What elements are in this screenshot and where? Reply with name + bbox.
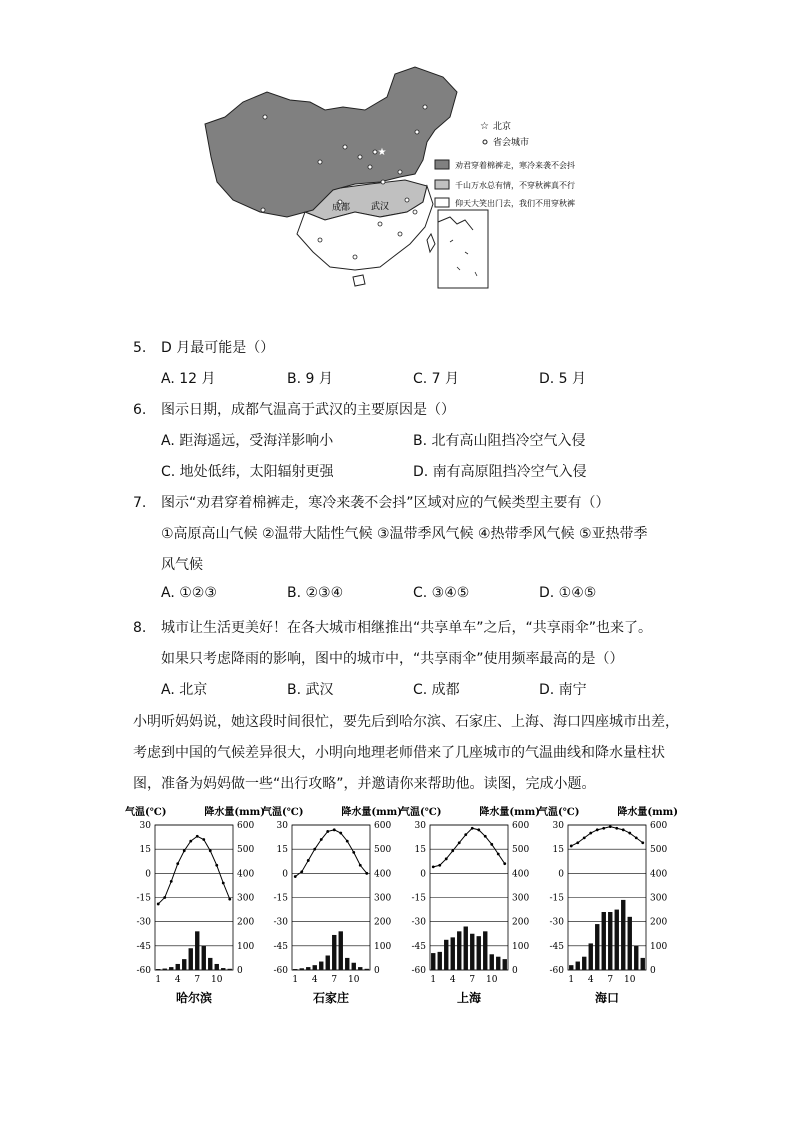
precipitation-bar (641, 958, 645, 970)
tick-label-precipitation: 500 (237, 845, 255, 856)
temperature-point (359, 864, 362, 867)
q7-option-b[interactable]: B. ②③④ (287, 585, 344, 601)
precipitation-bar (300, 968, 304, 970)
q5-option-d[interactable]: D. 5 月 (539, 371, 587, 387)
tick-label-month: 4 (174, 975, 181, 985)
city-label-wuhan: 武汉 (371, 202, 390, 212)
tick-label-precipitation: 200 (237, 917, 255, 928)
passage-line-3: 图，准备为妈妈做一些“出行攻略”，并邀请你来帮助他。读图，完成小题。 (133, 776, 596, 792)
temperature-point (326, 830, 329, 833)
tick-label-temperature: -30 (273, 917, 288, 928)
tick-label-precipitation: 500 (650, 845, 668, 856)
tick-label-temperature: -60 (136, 966, 151, 976)
tick-label-month: 7 (331, 975, 338, 985)
precipitation-bar (215, 964, 219, 970)
map-island-taiwan (427, 234, 435, 252)
tick-label-month: 10 (624, 975, 636, 985)
china-climate-map (195, 62, 595, 297)
precipitation-bar (457, 931, 461, 970)
precipitation-bar (451, 937, 455, 970)
precipitation-bar (444, 940, 448, 970)
q6-option-b[interactable]: B. 北有高山阻挡冷空气入侵 (413, 433, 586, 449)
tick-label-precipitation: 100 (237, 941, 255, 952)
precipitation-bar (490, 954, 494, 970)
precipitation-bar (628, 917, 632, 970)
q7-option-c[interactable]: C. ③④⑤ (413, 585, 470, 601)
precipitation-bar (176, 964, 180, 970)
chart-title: 石家庄 (312, 991, 350, 1005)
tick-label-precipitation: 100 (650, 941, 668, 952)
precipitation-bar (634, 946, 638, 970)
climate-chart-harbin (125, 805, 265, 1010)
tick-label-temperature: 0 (420, 869, 426, 880)
tick-label-precipitation: 200 (374, 917, 392, 928)
temperature-point (313, 848, 316, 851)
y-axis-label-precipitation: 降水量(mm) (617, 807, 678, 818)
question-number: 8. (133, 620, 147, 636)
precipitation-bar (163, 969, 167, 970)
precipitation-bar (608, 912, 612, 970)
y-axis-label-precipitation: 降水量(mm) (341, 807, 402, 818)
precipitation-bar (169, 967, 173, 970)
temperature-point (464, 833, 467, 836)
tick-label-precipitation: 300 (650, 893, 668, 904)
tick-label-month: 1 (568, 975, 575, 985)
precipitation-bar (326, 956, 330, 971)
y-axis-label-temperature: 气温(℃) (262, 807, 304, 818)
temperature-point (609, 825, 612, 828)
south-china-sea-inset (438, 210, 488, 288)
temperature-point (583, 836, 586, 839)
temperature-line (295, 830, 367, 877)
question-number: 7. (133, 495, 147, 511)
temperature-point (320, 838, 323, 841)
question-6 (133, 399, 455, 419)
tick-label-month: 4 (449, 975, 456, 985)
tick-label-precipitation: 400 (374, 869, 392, 880)
tick-label-precipitation: 500 (374, 845, 392, 856)
temperature-point (570, 845, 573, 848)
precipitation-bar (589, 943, 593, 970)
question-5 (133, 337, 274, 357)
temperature-point (477, 828, 480, 831)
temperature-point (615, 827, 618, 830)
tick-label-precipitation: 0 (237, 966, 243, 976)
tick-label-temperature: 30 (552, 821, 564, 831)
legend-swatch-dark (435, 160, 449, 169)
precipitation-bar (464, 927, 468, 971)
tick-label-month: 1 (292, 975, 299, 985)
q8-stem-line2: 如果只考虑降雨的影响，图中的城市中，“共享雨伞”使用频率最高的是（） (161, 651, 624, 667)
tick-label-precipitation: 200 (512, 917, 530, 928)
temperature-point (365, 872, 368, 875)
precipitation-bar (595, 924, 599, 970)
temperature-point (445, 857, 448, 860)
legend-label-white: 仰天大笑出门去，我们不用穿秋裤 (455, 199, 575, 208)
temperature-point (635, 836, 638, 839)
legend-label-light: 千山万水总有情，不穿秋裤真不行 (455, 181, 575, 190)
chart-title: 哈尔滨 (175, 991, 213, 1005)
question-number: 6. (133, 402, 147, 418)
tick-label-temperature: -45 (411, 941, 426, 952)
temperature-point (300, 870, 303, 873)
tick-label-precipitation: 0 (374, 966, 380, 976)
tick-label-temperature: -15 (136, 893, 151, 904)
q7-statement-line1: ①高原高山气候 ②温带大陆性气候 ③温带季风气候 ④热带季风气候 ⑤亚热带季 (161, 526, 648, 542)
q8-option-a[interactable]: A. 北京 (161, 682, 208, 698)
tick-label-precipitation: 100 (374, 941, 392, 952)
question-number: 5. (133, 340, 147, 356)
legend-circle-icon (483, 140, 487, 144)
precipitation-bar (576, 962, 580, 970)
temperature-point (163, 896, 166, 899)
temperature-point (490, 843, 493, 846)
tick-label-temperature: 30 (414, 821, 426, 831)
precipitation-bar (483, 931, 487, 970)
tick-label-precipitation: 600 (374, 821, 392, 831)
precipitation-bar (615, 910, 619, 970)
legend-swatch-light (435, 180, 449, 189)
tick-label-precipitation: 300 (512, 893, 530, 904)
question-7 (133, 492, 610, 512)
climate-chart-haikou (538, 805, 678, 1010)
q5-option-a[interactable]: A. 12 月 (161, 371, 216, 387)
precipitation-bar (313, 965, 317, 970)
temperature-point (471, 827, 474, 830)
precipitation-bar (496, 957, 500, 970)
temperature-point (202, 838, 205, 841)
tick-label-temperature: 0 (282, 869, 288, 880)
temperature-point (170, 880, 173, 883)
map-island-hainan (353, 275, 365, 286)
precipitation-bar (182, 959, 186, 970)
temperature-point (628, 832, 631, 835)
precipitation-bar (431, 953, 435, 970)
tick-label-month: 10 (348, 975, 360, 985)
precipitation-bar (358, 967, 362, 970)
tick-label-temperature: 15 (139, 845, 151, 856)
tick-label-precipitation: 400 (237, 869, 255, 880)
temperature-point (497, 853, 500, 856)
temperature-point (602, 827, 605, 830)
tick-label-temperature: -30 (549, 917, 564, 928)
question-8 (133, 617, 652, 637)
tick-label-month: 7 (469, 975, 476, 985)
question-stem: D 月最可能是（） (161, 340, 275, 356)
temperature-point (157, 903, 160, 906)
q6-option-a[interactable]: A. 距海遥远，受海洋影响小 (161, 433, 334, 449)
tick-label-temperature: -45 (549, 941, 564, 952)
precipitation-bar (352, 963, 356, 970)
temperature-point (589, 832, 592, 835)
passage-line-2: 考虑到中国的气候差异很大，小明向地理老师借来了几座城市的气温曲线和降水量柱状 (133, 745, 665, 761)
temperature-point (222, 882, 225, 885)
q6-option-c[interactable]: C. 地处低纬，太阳辐射更强 (161, 464, 334, 480)
tick-label-month: 4 (311, 975, 318, 985)
precipitation-bar (582, 957, 586, 970)
precipitation-bar (221, 968, 225, 970)
temperature-point (352, 851, 355, 854)
precipitation-bar (621, 900, 625, 970)
y-axis-label-temperature: 气温(℃) (538, 807, 580, 818)
tick-label-month: 7 (607, 975, 614, 985)
tick-label-temperature: -30 (411, 917, 426, 928)
temperature-point (576, 841, 579, 844)
precipitation-bar (602, 912, 606, 970)
temperature-line (433, 828, 505, 867)
tick-label-precipitation: 200 (650, 917, 668, 928)
precipitation-bar (345, 958, 349, 970)
precipitation-bar (156, 969, 160, 970)
q5-option-c[interactable]: C. 7 月 (413, 371, 460, 387)
temperature-point (183, 849, 186, 852)
legend-label-beijing: 北京 (493, 122, 512, 132)
tick-label-precipitation: 400 (512, 869, 530, 880)
temperature-point (438, 864, 441, 867)
precipitation-bar (195, 931, 199, 970)
precipitation-bar (569, 965, 573, 970)
passage-line-1: 小明听妈妈说，她这段时间很忙，要先后到哈尔滨、石家庄、上海、海口四座城市出差， (133, 714, 679, 730)
precipitation-bar (503, 959, 507, 970)
tick-label-precipitation: 400 (650, 869, 668, 880)
q6-option-d[interactable]: D. 南有高原阻挡冷空气入侵 (413, 464, 587, 480)
temperature-point (333, 828, 336, 831)
temperature-point (294, 875, 297, 878)
precipitation-bar (319, 962, 323, 970)
legend-star-icon: ☆ (480, 121, 489, 132)
temperature-point (432, 865, 435, 868)
tick-label-precipitation: 500 (512, 845, 530, 856)
tick-label-temperature: -15 (273, 893, 288, 904)
tick-label-month: 7 (194, 975, 201, 985)
map-legend (435, 120, 575, 209)
tick-label-month: 1 (155, 975, 162, 985)
temperature-point (228, 898, 231, 901)
tick-label-temperature: -60 (273, 966, 288, 976)
precipitation-bar (332, 935, 336, 970)
tick-label-temperature: -15 (411, 893, 426, 904)
temperature-point (596, 828, 599, 831)
climate-chart-shijiazhuang (262, 805, 402, 1010)
tick-label-temperature: -60 (411, 966, 426, 976)
legend-label-dark: 劝君穿着棉裤走，寒冷来袭不会抖 (455, 161, 575, 170)
tick-label-temperature: 30 (139, 821, 151, 831)
question-stem: 城市让生活更美好！在各大城市相继推出“共享单车”之后，“共享雨伞”也来了。 (161, 620, 653, 636)
precipitation-bar (202, 946, 206, 970)
tick-label-precipitation: 0 (512, 966, 518, 976)
tick-label-temperature: -45 (273, 941, 288, 952)
temperature-point (196, 835, 199, 838)
temperature-point (458, 841, 461, 844)
legend-label-capital: 省会城市 (493, 138, 530, 148)
tick-label-temperature: -15 (549, 893, 564, 904)
precipitation-bar (477, 936, 481, 970)
q8-option-c[interactable]: C. 成都 (413, 682, 460, 698)
precipitation-bar (189, 948, 193, 970)
climate-chart-shanghai (400, 805, 540, 1010)
tick-label-temperature: 15 (414, 845, 426, 856)
tick-label-temperature: 0 (558, 869, 564, 880)
temperature-point (209, 849, 212, 852)
temperature-line (158, 836, 230, 904)
precipitation-bar (438, 952, 442, 970)
temperature-point (503, 862, 506, 865)
tick-label-month: 10 (486, 975, 498, 985)
precipitation-bar (208, 958, 212, 970)
y-axis-label-precipitation: 降水量(mm) (204, 807, 265, 818)
tick-label-month: 4 (587, 975, 594, 985)
q7-statement-line2: 风气候 (161, 557, 203, 573)
tick-label-temperature: -45 (136, 941, 151, 952)
tick-label-precipitation: 100 (512, 941, 530, 952)
precipitation-bar (470, 934, 474, 970)
tick-label-temperature: 15 (552, 845, 564, 856)
precipitation-bar (293, 969, 297, 970)
temperature-point (176, 862, 179, 865)
temperature-point (215, 864, 218, 867)
y-axis-label-precipitation: 降水量(mm) (479, 807, 540, 818)
tick-label-temperature: 0 (145, 869, 151, 880)
tick-label-temperature: -30 (136, 917, 151, 928)
question-stem: 图示“劝君穿着棉裤走，寒冷来袭不会抖”区域对应的气候类型主要有（） (161, 495, 610, 511)
tick-label-precipitation: 600 (650, 821, 668, 831)
temperature-point (346, 840, 349, 843)
precipitation-bar (228, 969, 232, 970)
tick-label-temperature: 15 (276, 845, 288, 856)
temperature-point (189, 840, 192, 843)
temperature-point (307, 859, 310, 862)
tick-label-precipitation: 600 (512, 821, 530, 831)
q8-option-b[interactable]: B. 武汉 (287, 682, 334, 698)
q8-option-d[interactable]: D. 南宁 (539, 682, 587, 698)
temperature-line (571, 827, 643, 846)
tick-label-precipitation: 300 (237, 893, 255, 904)
tick-label-month: 1 (430, 975, 437, 985)
beijing-star-icon: ★ (377, 147, 387, 158)
tick-label-precipitation: 300 (374, 893, 392, 904)
q5-option-b[interactable]: B. 9 月 (287, 371, 333, 387)
chart-title: 上海 (456, 991, 482, 1005)
temperature-point (451, 849, 454, 852)
precipitation-bar (306, 967, 310, 970)
temperature-point (484, 835, 487, 838)
y-axis-label-temperature: 气温(℃) (400, 807, 442, 818)
temperature-point (339, 832, 342, 835)
city-label-chengdu: 成都 (332, 203, 351, 213)
q7-option-d[interactable]: D. ①④⑤ (539, 585, 597, 601)
chart-title: 海口 (594, 991, 620, 1005)
tick-label-temperature: -60 (549, 966, 564, 976)
y-axis-label-temperature: 气温(℃) (125, 807, 167, 818)
question-stem: 图示日期，成都气温高于武汉的主要原因是（） (161, 402, 455, 418)
tick-label-precipitation: 600 (237, 821, 255, 831)
q7-option-a[interactable]: A. ①②③ (161, 585, 217, 601)
temperature-point (641, 841, 644, 844)
tick-label-month: 10 (211, 975, 223, 985)
legend-swatch-white (435, 198, 449, 207)
precipitation-bar (365, 969, 369, 970)
tick-label-temperature: 30 (276, 821, 288, 831)
precipitation-bar (339, 931, 343, 970)
temperature-point (622, 828, 625, 831)
tick-label-precipitation: 0 (650, 966, 656, 976)
